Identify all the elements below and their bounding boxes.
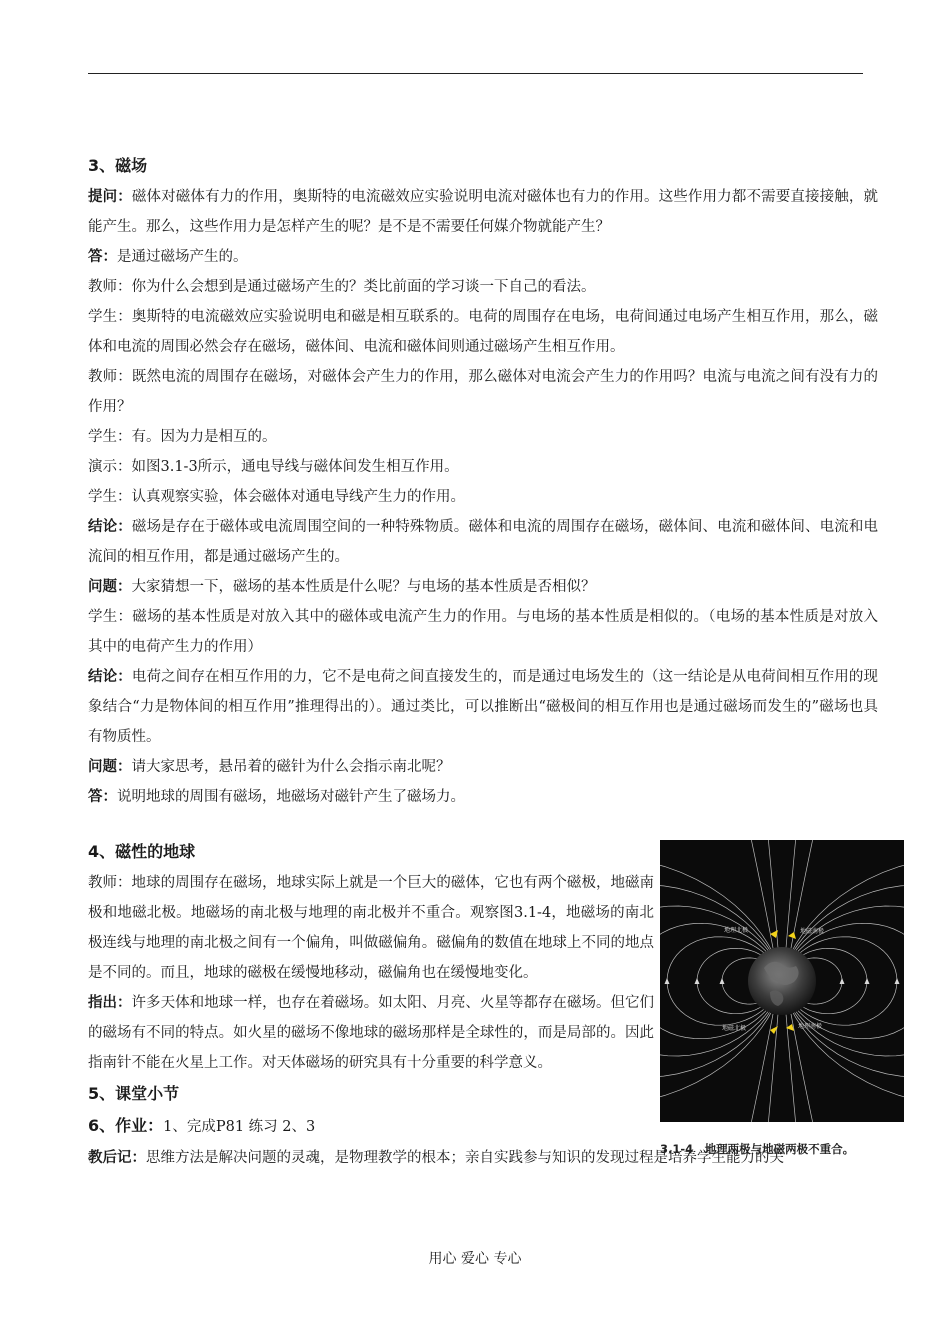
paragraph-text: 大家猜想一下，磁场的基本性质是什么呢？与电场的基本性质是否相似？ — [131, 579, 596, 595]
section-4-heading: 4、磁性的地球 — [88, 842, 196, 861]
paragraph — [88, 752, 878, 782]
paragraph-text: 电荷之间存在相互作用的力，它不是电荷之间直接发生的，而是通过电场发生的（这一结论是从电荷间相互作用的现象结合“力是物体间的相互作用”推理得出的）。通过类比，可以推断出“磁极间的相互作用也是通过磁场而发生的”磁场也具有物质性。 — [88, 669, 879, 745]
paragraph — [88, 302, 878, 362]
paragraph-text: 学生：有。因为力是相互的。 — [88, 429, 277, 445]
paragraph-label: 结论： — [88, 669, 132, 685]
paragraph — [88, 452, 878, 482]
paragraph-label: 问题： — [88, 759, 132, 775]
section-4 — [88, 836, 878, 1156]
section-6-heading: 6、作业： — [88, 1116, 164, 1135]
paragraph-text: 学生：认真观察实验，体会磁体对通电导线产生力的作用。 — [88, 489, 465, 505]
paragraph-label: 提问： — [88, 189, 132, 205]
paragraph-text: 许多天体和地球一样，也存在着磁场。如太阳、月亮、火星等都存在磁场。但它们的磁场有不同的特点。如火星的磁场不像地球的磁场那样是全球性的，而是局部的。因此指南针不能在火星上工作。对天体磁场的研究具有十分重要的科学意义。 — [88, 995, 655, 1071]
paragraph — [88, 272, 878, 302]
paragraph-text: 教师：既然电流的周围存在磁场，对磁体会产生力的作用，那么磁体对电流会产生力的作用吗？电流与电流之间有没有力的作用？ — [88, 369, 878, 415]
magnetic-field-illustration — [660, 840, 904, 1122]
paragraph-text: 学生：奥斯特的电流磁效应实验说明电和磁是相互联系的。电荷的周围存在电场，电荷间通过电场产生相互作用，那么，磁体和电流的周围必然会存在磁场，磁体间、电流和磁体间则通过磁场产生相互作用。 — [88, 309, 878, 355]
paragraph — [88, 482, 878, 512]
paragraph — [88, 422, 878, 452]
pole-label-top-right: 地磁南极 — [800, 928, 825, 935]
paragraph-text: 说明地球的周围有磁场，地磁场对磁针产生了磁场力。 — [117, 789, 465, 805]
paragraph — [88, 868, 654, 988]
paragraph-text: 演示：如图3.1-3所示，通电导线与磁体间发生相互作用。 — [88, 459, 459, 475]
postscript-text: 思维方法是解决问题的灵魂，是物理教学的根本；亲自实践参与知识的发现过程是培养学生能力的关 — [146, 1150, 784, 1166]
section-6-text: 1、完成P81 练习 2、3 — [163, 1119, 316, 1135]
section-5-heading: 5、课堂小节 — [88, 1084, 180, 1103]
paragraph-text: 磁场是存在于磁体或电流周围空间的一种特殊物质。磁体和电流的周围存在磁场，磁体间、电流和磁体间、电流和电流间的相互作用，都是通过磁场产生的。 — [88, 519, 879, 565]
pole-label-bottom-left: 地磁北极 — [722, 1025, 747, 1032]
paragraph — [88, 242, 878, 272]
paragraph-text: 是通过磁场产生的。 — [117, 249, 248, 265]
paragraph — [88, 512, 878, 572]
figure-caption: 3.1-4 地理两极与地磁两极不重合。 — [660, 1142, 855, 1156]
paragraph-label: 答： — [88, 789, 117, 805]
paragraph — [88, 572, 878, 602]
pole-label-bottom-right: 地理南极 — [798, 1023, 823, 1030]
paragraph-label: 问题： — [88, 579, 132, 595]
paragraph-text: 磁体对磁体有力的作用，奥斯特的电流磁效应实验说明电流对磁体也有力的作用。这些作用力都不需要直接接触，就能产生。那么，这些作用力是怎样产生的呢？是不是不需要任何媒介物就能产生？ — [88, 189, 879, 235]
paragraph-text: 教师：地球的周围存在磁场，地球实际上就是一个巨大的磁体，它也有两个磁极，地磁南极和地磁北极。地磁场的南北极与地理的南北极并不重合。观察图3.1-4，地磁场的南北极连线与地理的南北极之间有一个偏角，叫做磁偏角。磁偏角的数值在地球上不同的地点是不同的。而且，地球的磁极在缓慢地移动，磁偏角也在缓慢地变化。 — [88, 875, 654, 981]
pole-label-top-left: 地理北极 — [724, 927, 749, 934]
section-6-line — [88, 1110, 654, 1143]
postscript-label: 教后记： — [88, 1150, 146, 1166]
paragraph — [88, 988, 654, 1078]
section-3-paragraphs — [88, 182, 878, 812]
earth-magnetic-field-figure — [660, 840, 904, 1164]
paragraph — [88, 782, 878, 812]
section-4-paragraphs — [88, 868, 654, 1078]
paragraph — [88, 662, 878, 752]
document-body — [88, 150, 878, 1173]
paragraph-label: 指出： — [88, 995, 132, 1011]
paragraph — [88, 362, 878, 422]
header-rule — [88, 73, 863, 74]
paragraph-text: 请大家思考，悬吊着的磁针为什么会指示南北呢？ — [131, 759, 451, 775]
paragraph-label: 结论： — [88, 519, 132, 535]
paragraph-text: 学生：磁场的基本性质是对放入其中的磁体或电流产生力的作用。与电场的基本性质是相似的。（电场的基本性质是对放入其中的电荷产生力的作用） — [88, 609, 878, 655]
page-footer: 用心 爱心 专心 — [428, 1251, 522, 1267]
section-3-heading: 3、磁场 — [88, 156, 148, 175]
paragraph — [88, 182, 878, 242]
paragraph-label: 答： — [88, 249, 117, 265]
paragraph — [88, 602, 878, 662]
paragraph-text: 教师：你为什么会想到是通过磁场产生的？类比前面的学习谈一下自己的看法。 — [88, 279, 596, 295]
